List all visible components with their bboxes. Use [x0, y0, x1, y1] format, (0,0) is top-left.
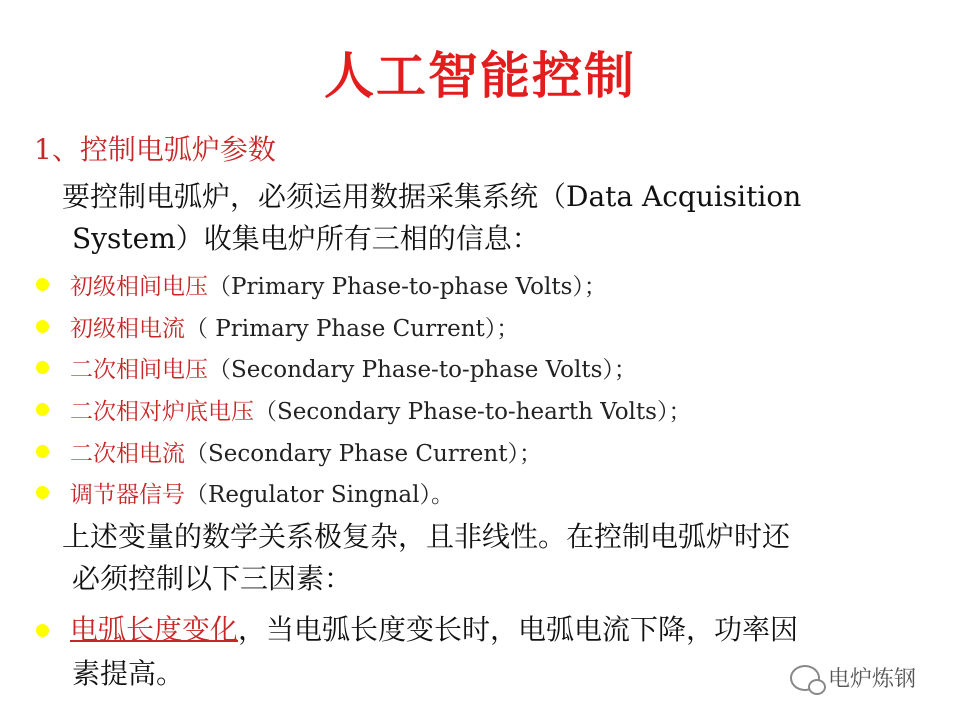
item-en: （Regulator Singnal）。: [185, 482, 454, 509]
bullet-dot-icon: [36, 361, 49, 374]
intro-line-1: 要控制电弧炉，必须运用数据采集系统（Data Acquisition: [62, 180, 802, 213]
item-en: （Secondary Phase-to-phase Volts）；: [208, 357, 637, 384]
list-item: [36, 264, 691, 306]
item-cn: 二次相电流: [70, 440, 185, 467]
item-en: （Secondary Phase-to-hearth Volts）；: [254, 399, 692, 426]
item-cn: 初级相电流: [70, 315, 185, 342]
factor-text: ，当电弧长度变长时，电弧电流下降，功率因: [238, 613, 799, 646]
bullet-dot-icon: [36, 445, 49, 458]
item-en: （Primary Phase-to-phase Volts）；: [208, 274, 607, 301]
page-title: 人工智能控制: [324, 47, 636, 105]
factor-item: [36, 608, 798, 696]
summary-paragraph: [62, 516, 790, 600]
list-item: [36, 430, 691, 472]
item-cn: 调节器信号: [70, 482, 185, 509]
bullet-dot-icon: [36, 624, 49, 637]
bullet-dot-icon: [36, 486, 49, 499]
watermark-text: 电炉炼钢: [828, 667, 917, 692]
list-item: [36, 389, 691, 431]
intro-line-2: System）收集电炉所有三相的信息：: [72, 222, 540, 255]
summary-line-1: 上述变量的数学关系极复杂，且非线性。在控制电弧炉时还: [62, 520, 791, 553]
section-heading: 1、控制电弧炉参数: [34, 133, 276, 166]
bullet-dot-icon: [36, 278, 49, 291]
watermark: [790, 662, 916, 693]
factor-line-2: 素提高。: [72, 657, 185, 690]
intro-paragraph: [62, 176, 801, 260]
item-en: （Secondary Phase Current）；: [185, 440, 542, 467]
list-item: [36, 306, 691, 348]
list-item: [36, 472, 691, 514]
item-cn: 二次相对炉底电压: [70, 399, 254, 426]
bullet-dot-icon: [36, 320, 49, 333]
item-en: （ Primary Phase Current）；: [185, 315, 520, 342]
item-cn: 初级相间电压: [70, 274, 208, 301]
item-cn: 二次相间电压: [70, 357, 208, 384]
factor-highlight: 电弧长度变化: [70, 613, 239, 646]
wechat-icon: [790, 665, 820, 691]
list-item: [36, 347, 691, 389]
bullet-dot-icon: [36, 403, 49, 416]
signal-list: [36, 264, 691, 514]
summary-line-2: 必须控制以下三因素：: [72, 562, 353, 595]
